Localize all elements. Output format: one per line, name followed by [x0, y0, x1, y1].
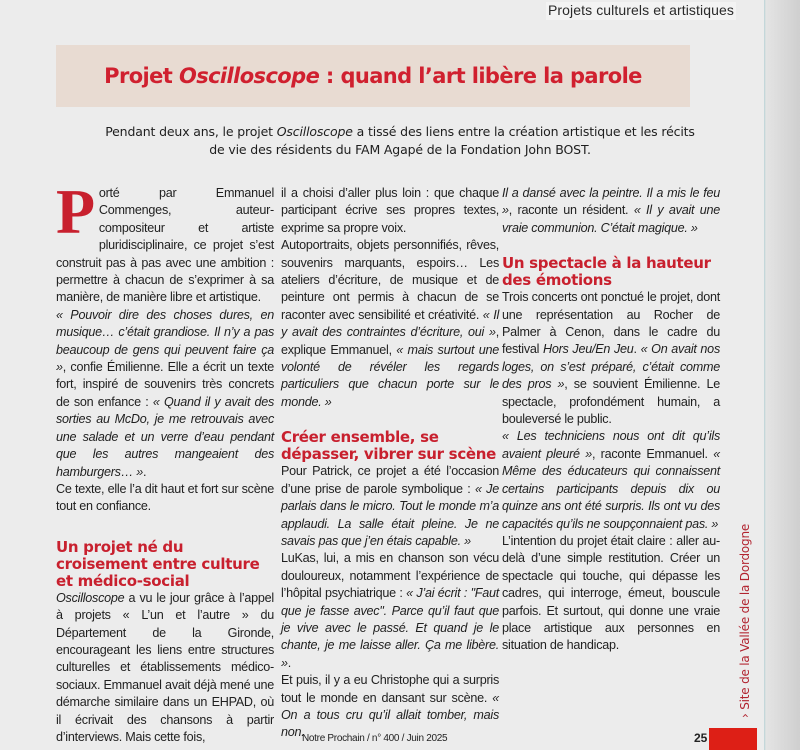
paragraph-text: .: [287, 655, 292, 670]
paragraph: [281, 550, 499, 672]
quote: « Il y avait des contraintes d’écriture, oui »: [281, 307, 499, 340]
paragraph-text: LuKas, lui, a mis en chanson son vécu douloureux, notamment l’expérience de l’hôpital psychiatrique :: [281, 551, 499, 601]
paragraph-text: Et puis, il y a eu Christophe qui a surpris tout le monde en dansant sur scène.: [281, 673, 499, 705]
paragraph-text: orté par Emmanuel Commenges, auteur-compositeur et artiste pluridisciplinaire, ce projet s’est construit pas à pas avec une ambition : permettre à chacun de s’exprimer à sa manière, de manière libre et artistique.: [56, 186, 274, 305]
paragraph-text: .: [143, 464, 147, 479]
section-heading: Un spectacle à la hauteur des émotions: [502, 254, 711, 290]
quote: « Il y avait une vraie communion. C’était magique. »: [502, 203, 720, 235]
paragraph: [281, 237, 499, 411]
quote: « mais surtout une volonté de révéler les regards particuliers que chacun porte sur le monde. »: [281, 342, 500, 409]
page-edge: [764, 0, 800, 750]
column-3: [502, 185, 720, 655]
paragraph: [56, 307, 274, 481]
quote: « Les techniciens nous ont dit qu’ils avaient pleuré »: [502, 429, 720, 461]
section-heading: Créer ensemble, se dépasser, vibrer sur scène: [281, 428, 497, 464]
paragraph-text: , confie Émilienne. Elle a écrit un texte fort, inspiré de souvenirs très concrets de son enfance :: [56, 360, 274, 409]
paragraph-text: , raconte Emmanuel.: [591, 446, 714, 461]
drop-cap: P: [56, 176, 95, 247]
quote: « Pouvoir dire des choses dures, en musique… c’était grandiose. Il n’y a pas beaucoup de gens qui peuvent faire ça »: [56, 307, 274, 375]
paragraph-text: , se souvient Émilienne. Le spectacle, profondément humain, a bouleversé le public.: [502, 377, 720, 427]
quote: « Quand il y avait des sorties au McDo, je me retrouvais avec une salade et un verre d’eau pendant que les autres mangeaient des hamburgers… »: [56, 394, 274, 479]
quote: « On avait nos loges, on s’est préparé, c’était comme des pros »: [502, 342, 720, 392]
paragraph: [281, 463, 499, 550]
section-label: Projets culturels et artistiques: [547, 2, 734, 18]
site-label: › Site de la Vallée de la Dordogne: [738, 523, 752, 718]
quote: « On a tous cru qu’il allait tomber, mais non.: [281, 690, 499, 740]
article-intro: [100, 123, 700, 159]
footer-publication: Notre Prochain / n° 400 / Juin 2025: [302, 733, 448, 744]
column-2: [281, 185, 499, 742]
paragraph-text: Trois concerts ont ponctué le projet, dont une représentation au Rocher de Palmer à Cenon, dans le cadre du festival: [502, 290, 720, 357]
paragraph-text: a vu le jour grâce à l’appel à projets « L’un et l’autre » du Département de la Gironde, encourageant les liens entre structures culturelles et établissements médico-sociaux. Emmanuel avait déjà mené une démarche similaire dans un EHPAD, où il écrivait des chansons à partir d’interviews. Mais cette fois,: [56, 590, 274, 744]
page-number: 25: [694, 731, 708, 745]
column-1: [56, 176, 274, 746]
quote: « J’ai écrit : "Faut que je fasse avec". Parce qu’il faut que je vive avec le passé. Et quand je le chante, je me laisse aller. Ça me libère. »: [281, 586, 500, 670]
title-prefix: Projet: [104, 64, 179, 88]
quote: « Je parlais dans le micro. Tout le monde m’a applaudi. La salle était pleine. Je ne savais pas que j’en étais capable. »: [281, 481, 499, 548]
paragraph-text: , explique Emmanuel,: [281, 325, 499, 357]
paragraph: L’intention du projet était claire : aller au-delà d’une simple restitution. Créer un spectacle qui touche, qui dépasse les cadres, qui interroge, émeut, bouscule parfois. Et surtout, qui donne une vraie place artistique aux personnes en situation de handicap.: [502, 533, 720, 653]
quote: « Même des éducateurs qui connaissent certains participants depuis dix ou quinze ans ont été surpris. Ils ont vu des capacités qu’ils ne soupçonnaient pas. »: [502, 446, 720, 531]
paragraph: [56, 176, 274, 307]
title-italic: Oscilloscope: [178, 64, 320, 88]
page-tab-marker: [709, 728, 757, 750]
paragraph-text: .: [633, 342, 641, 357]
italic-text: Oscilloscope: [56, 590, 125, 605]
intro-italic: Oscilloscope: [276, 124, 353, 139]
paragraph: Ce texte, elle l’a dit haut et fort sur scène tout en confiance.: [56, 481, 274, 514]
paragraph-text: Pour Patrick, ce projet a été l’occasion d’une prise de parole symbolique :: [281, 464, 499, 496]
paragraph: [502, 289, 720, 428]
paragraph: [281, 672, 499, 742]
title-suffix: : quand l’art libère la parole: [319, 64, 642, 88]
paragraph-text: Autoportraits, objets personnifiés, rêves, souvenirs marquants, espoirs… Les ateliers d’écriture, de musique et de peinture ont permis à chacun de se raconter avec sensibilité et créativité.: [281, 238, 499, 322]
intro-text: Pendant deux ans, le projet: [105, 124, 277, 139]
quote: Il a dansé avec la peintre. Il a mis le feu »: [502, 186, 720, 218]
paragraph: il a choisi d’aller plus loin : que chaque participant écrive ses propres textes, exprime sa propre voix.: [281, 186, 499, 235]
article-title: [104, 64, 642, 88]
paragraph-text: , raconte un résident.: [508, 203, 634, 218]
italic-text: Hors Jeu/En Jeu: [543, 342, 634, 357]
paragraph: [502, 428, 720, 532]
section-heading: Un projet né du croisement entre culture et médico-social: [56, 537, 260, 590]
paragraph: [502, 185, 720, 237]
intro-text-2: a tissé des liens entre la création artistique et les récits de vie des résidents du FAM Agapé de la Fondation John BOST.: [209, 124, 695, 157]
paragraph: [56, 590, 274, 747]
title-band: [56, 45, 690, 107]
